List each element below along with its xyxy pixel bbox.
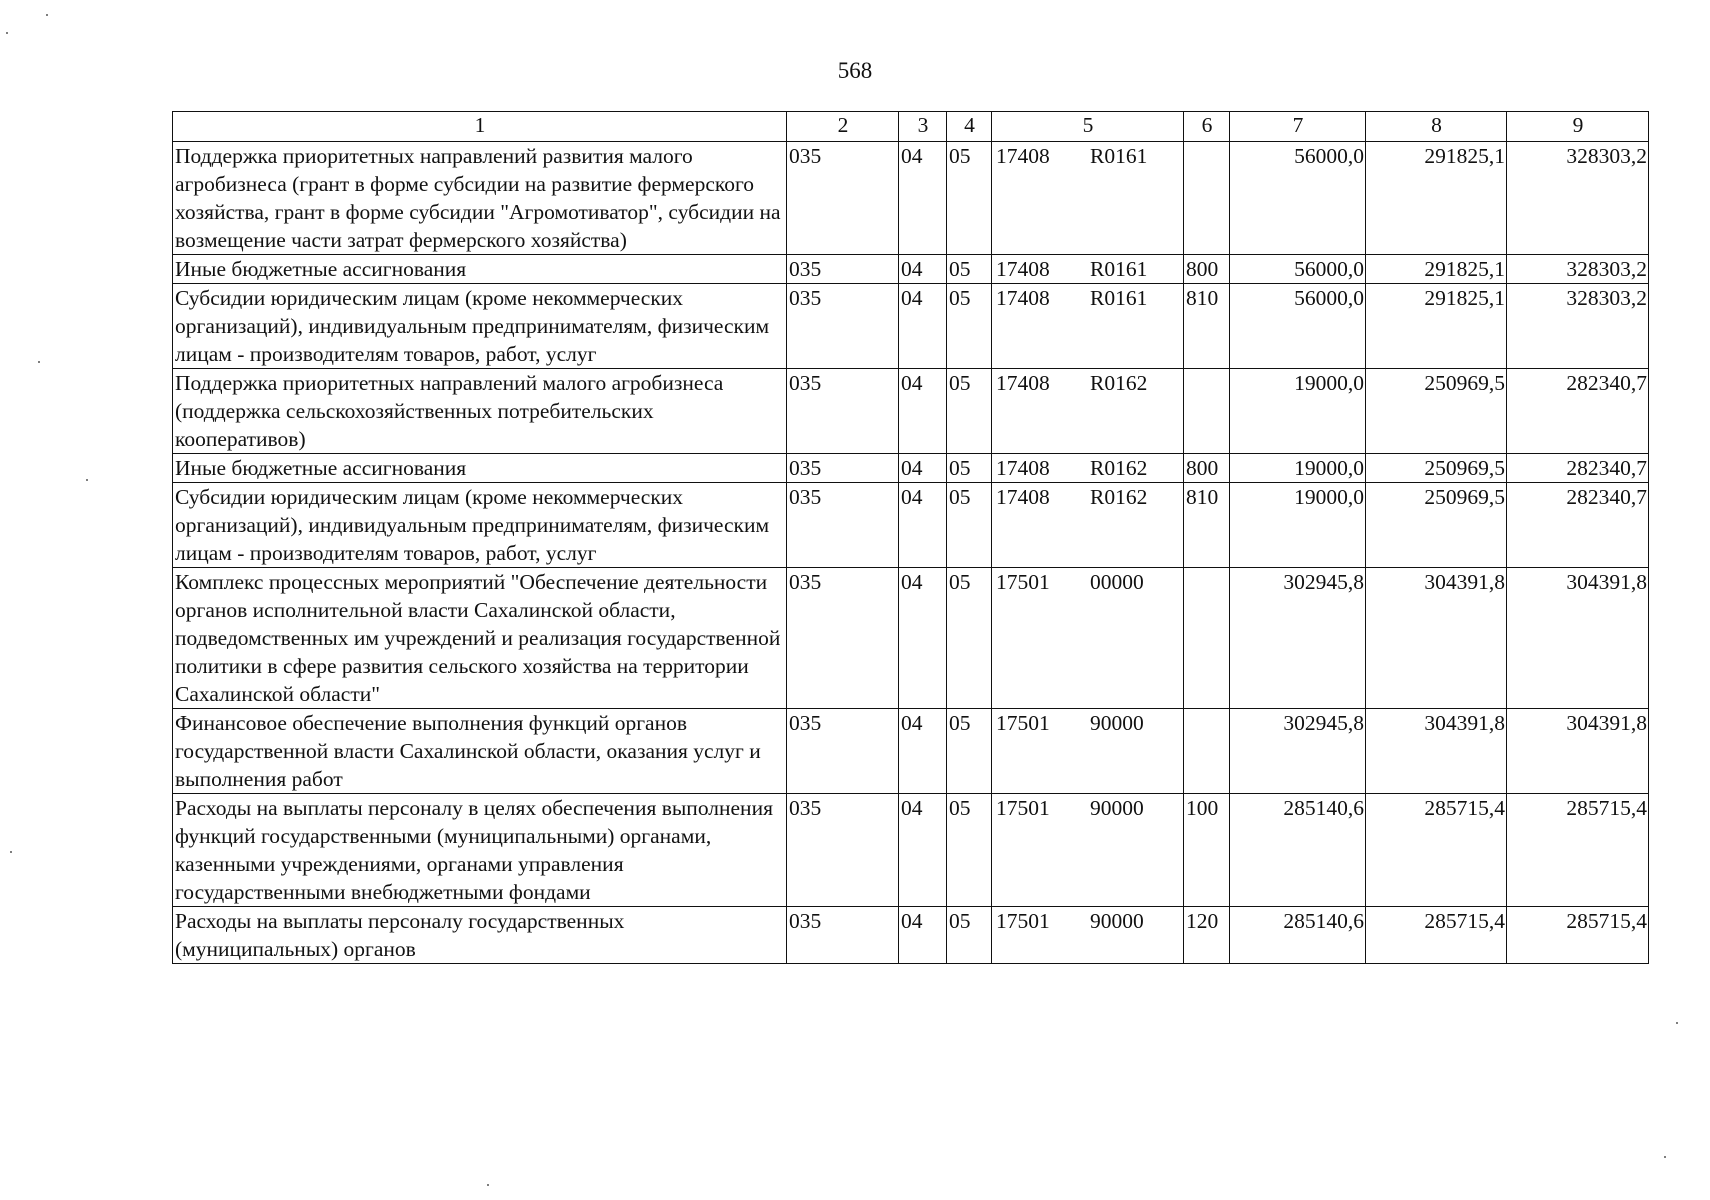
- row-description: Иные бюджетные ассигнования: [173, 454, 787, 483]
- target-article-code: [992, 568, 1184, 709]
- direction-code: 00000: [1090, 570, 1144, 594]
- subsection-code: 05: [947, 568, 992, 709]
- expense-type-code: [1184, 568, 1230, 709]
- expense-type-code: [1184, 369, 1230, 454]
- amount-col-9: 328303,2: [1507, 255, 1649, 284]
- target-article-code: [992, 255, 1184, 284]
- amount-col-9: 304391,8: [1507, 568, 1649, 709]
- table-row: [173, 794, 1649, 907]
- ministry-code: 035: [787, 454, 899, 483]
- program-code: 17501: [996, 570, 1050, 594]
- section-code: 04: [899, 454, 947, 483]
- ministry-code: 035: [787, 483, 899, 568]
- ministry-code: 035: [787, 284, 899, 369]
- direction-code: 90000: [1090, 909, 1144, 933]
- header-col-1: 1: [173, 112, 787, 142]
- expense-type-code: 800: [1184, 255, 1230, 284]
- section-code: 04: [899, 709, 947, 794]
- ministry-code: 035: [787, 709, 899, 794]
- amount-col-7: 19000,0: [1230, 369, 1366, 454]
- direction-code: R0162: [1090, 371, 1148, 395]
- page-number: 568: [837, 58, 873, 83]
- section-code: 04: [899, 794, 947, 907]
- scan-speck: [86, 479, 88, 481]
- ministry-code: 035: [787, 255, 899, 284]
- row-description: Расходы на выплаты персоналу в целях обеспечения выполнения функций государственными (муниципальными) органами, казенными учреждениями, органами управления государственными внебюджетными фондами: [173, 794, 787, 907]
- target-article-code: [992, 907, 1184, 964]
- amount-col-8: 304391,8: [1366, 568, 1507, 709]
- row-description: Расходы на выплаты персоналу государственных (муниципальных) органов: [173, 907, 787, 964]
- header-col-3: 3: [899, 112, 947, 142]
- amount-col-8: 291825,1: [1366, 255, 1507, 284]
- section-code: 04: [899, 255, 947, 284]
- amount-col-8: 250969,5: [1366, 454, 1507, 483]
- target-article-code: [992, 142, 1184, 255]
- target-article-code: [992, 454, 1184, 483]
- subsection-code: 05: [947, 284, 992, 369]
- subsection-code: 05: [947, 142, 992, 255]
- row-description: Субсидии юридическим лицам (кроме некоммерческих организаций), индивидуальным предпринимателям, физическим лицам - производителям товаров, работ, услуг: [173, 284, 787, 369]
- program-code: 17501: [996, 909, 1050, 933]
- program-code: 17501: [996, 711, 1050, 735]
- amount-col-8: 250969,5: [1366, 483, 1507, 568]
- ministry-code: 035: [787, 142, 899, 255]
- section-code: 04: [899, 142, 947, 255]
- amount-col-9: 285715,4: [1507, 907, 1649, 964]
- amount-col-8: 250969,5: [1366, 369, 1507, 454]
- program-code: 17408: [996, 257, 1050, 281]
- table-row: [173, 255, 1649, 284]
- header-col-9: 9: [1507, 112, 1649, 142]
- program-code: 17408: [996, 485, 1050, 509]
- table-row: [173, 709, 1649, 794]
- scan-speck: [1676, 1022, 1678, 1024]
- section-code: 04: [899, 369, 947, 454]
- amount-col-7: 285140,6: [1230, 794, 1366, 907]
- table-row: [173, 284, 1649, 369]
- amount-col-7: 19000,0: [1230, 483, 1366, 568]
- budget-table: [172, 111, 1649, 964]
- section-code: 04: [899, 907, 947, 964]
- header-col-2: 2: [787, 112, 899, 142]
- subsection-code: 05: [947, 483, 992, 568]
- row-description: Поддержка приоритетных направлений развития малого агробизнеса (грант в форме субсидии на развитие фермерского хозяйства, грант в форме субсидии "Агромотиватор", субсидии на возмещение части затрат фермерского хозяйства): [173, 142, 787, 255]
- ministry-code: 035: [787, 568, 899, 709]
- amount-col-9: 328303,2: [1507, 142, 1649, 255]
- table-row: [173, 568, 1649, 709]
- table-row: [173, 483, 1649, 568]
- expense-type-code: 800: [1184, 454, 1230, 483]
- row-description: Субсидии юридическим лицам (кроме некоммерческих организаций), индивидуальным предпринимателям, физическим лицам - производителям товаров, работ, услуг: [173, 483, 787, 568]
- section-code: 04: [899, 483, 947, 568]
- program-code: 17408: [996, 371, 1050, 395]
- amount-col-9: 282340,7: [1507, 454, 1649, 483]
- amount-col-8: 285715,4: [1366, 907, 1507, 964]
- subsection-code: 05: [947, 454, 992, 483]
- table-row: [173, 907, 1649, 964]
- target-article-code: [992, 709, 1184, 794]
- scan-speck: [46, 14, 48, 16]
- target-article-code: [992, 794, 1184, 907]
- amount-col-7: 19000,0: [1230, 454, 1366, 483]
- scan-speck: [38, 361, 40, 363]
- subsection-code: 05: [947, 907, 992, 964]
- target-article-code: [992, 284, 1184, 369]
- target-article-code: [992, 483, 1184, 568]
- table-row: [173, 454, 1649, 483]
- expense-type-code: 810: [1184, 483, 1230, 568]
- expense-type-code: [1184, 709, 1230, 794]
- subsection-code: 05: [947, 794, 992, 907]
- expense-type-code: 120: [1184, 907, 1230, 964]
- header-col-5: 5: [992, 112, 1184, 142]
- header-row: [173, 112, 1649, 142]
- amount-col-9: 282340,7: [1507, 369, 1649, 454]
- section-code: 04: [899, 568, 947, 709]
- ministry-code: 035: [787, 794, 899, 907]
- amount-col-9: 282340,7: [1507, 483, 1649, 568]
- amount-col-9: 304391,8: [1507, 709, 1649, 794]
- header-col-7: 7: [1230, 112, 1366, 142]
- amount-col-7: 285140,6: [1230, 907, 1366, 964]
- expense-type-code: 100: [1184, 794, 1230, 907]
- direction-code: R0162: [1090, 485, 1148, 509]
- amount-col-7: 56000,0: [1230, 255, 1366, 284]
- amount-col-8: 291825,1: [1366, 142, 1507, 255]
- amount-col-9: 285715,4: [1507, 794, 1649, 907]
- ministry-code: 035: [787, 369, 899, 454]
- row-description: Комплекс процессных мероприятий "Обеспечение деятельности органов исполнительной власти Сахалинской области, подведомственных им учреждений и реализация государственной политики в сфере развития сельского хозяйства на территории Сахалинской области": [173, 568, 787, 709]
- program-code: 17501: [996, 796, 1050, 820]
- subsection-code: 05: [947, 709, 992, 794]
- amount-col-7: 56000,0: [1230, 142, 1366, 255]
- direction-code: R0161: [1090, 286, 1148, 310]
- subsection-code: 05: [947, 255, 992, 284]
- row-description: Поддержка приоритетных направлений малого агробизнеса (поддержка сельскохозяйственных потребительских кооперативов): [173, 369, 787, 454]
- ministry-code: 035: [787, 907, 899, 964]
- direction-code: R0161: [1090, 144, 1148, 168]
- header-col-6: 6: [1184, 112, 1230, 142]
- amount-col-7: 302945,8: [1230, 709, 1366, 794]
- header-col-8: 8: [1366, 112, 1507, 142]
- expense-type-code: 810: [1184, 284, 1230, 369]
- amount-col-7: 56000,0: [1230, 284, 1366, 369]
- row-description: Иные бюджетные ассигнования: [173, 255, 787, 284]
- target-article-code: [992, 369, 1184, 454]
- program-code: 17408: [996, 286, 1050, 310]
- table-row: [173, 142, 1649, 255]
- amount-col-8: 304391,8: [1366, 709, 1507, 794]
- amount-col-8: 285715,4: [1366, 794, 1507, 907]
- program-code: 17408: [996, 456, 1050, 480]
- program-code: 17408: [996, 144, 1050, 168]
- section-code: 04: [899, 284, 947, 369]
- header-col-4: 4: [947, 112, 992, 142]
- row-description: Финансовое обеспечение выполнения функций органов государственной власти Сахалинской области, оказания услуг и выполнения работ: [173, 709, 787, 794]
- subsection-code: 05: [947, 369, 992, 454]
- scan-speck: [6, 32, 8, 34]
- table-row: [173, 369, 1649, 454]
- scan-speck: [10, 851, 12, 853]
- amount-col-7: 302945,8: [1230, 568, 1366, 709]
- scan-speck: [487, 1184, 489, 1186]
- expense-type-code: [1184, 142, 1230, 255]
- amount-col-8: 291825,1: [1366, 284, 1507, 369]
- direction-code: 90000: [1090, 711, 1144, 735]
- scan-speck: [1664, 1156, 1666, 1158]
- direction-code: R0162: [1090, 456, 1148, 480]
- direction-code: 90000: [1090, 796, 1144, 820]
- amount-col-9: 328303,2: [1507, 284, 1649, 369]
- direction-code: R0161: [1090, 257, 1148, 281]
